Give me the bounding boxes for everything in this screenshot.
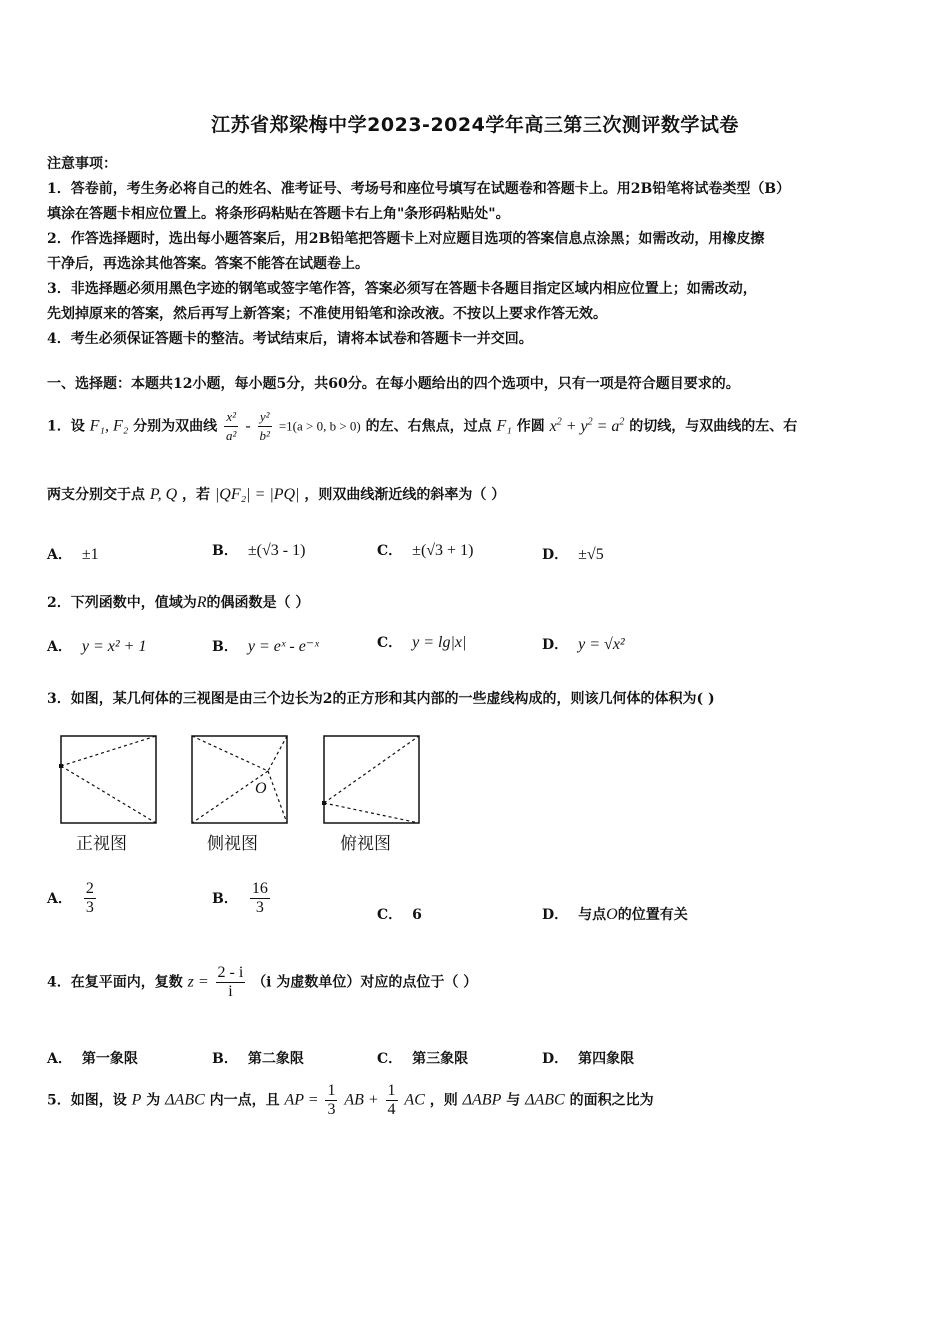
q4-option-b[interactable]	[212, 1048, 304, 1068]
q5-ap: AP =	[284, 1091, 319, 1109]
q1-option-c[interactable]	[377, 540, 473, 560]
q5-text: 与	[506, 1092, 521, 1109]
question-1-line-1: 1．设 F₁, F₂ 分别为双曲线 $\frac{\text{x²}}{\text{a²}}$ - $\frac{\text{y²}}{\text{b²}}$ =1(a > 0, b > 0) 的左、右焦点，过点 F₁ 作圆 $x^2 + y^2 = a^2$ 的切线，与双曲线的左、右	[47, 409, 798, 443]
fraction-numerator: 1	[387, 1082, 396, 1099]
three-views-figure	[58, 733, 438, 858]
fraction-numerator: 2 - i	[217, 964, 244, 981]
q1-text: 的切线，与双曲线的左、右	[629, 418, 798, 435]
q2-text: 的偶函数是（ ）	[206, 595, 310, 611]
top-view-point	[322, 801, 326, 805]
option-value: y = lg|x|	[412, 634, 467, 651]
option-value: ±(√3 - 1)	[247, 542, 306, 559]
circle-equation: $x^2 + y^2 = a^2$	[549, 416, 625, 435]
option-value: 第四象限	[578, 1051, 635, 1067]
top-view-square	[324, 736, 419, 823]
page-title: 江苏省郑梁梅中学2023-2024学年高三第三次测评数学试卷	[211, 114, 739, 136]
option-point: O	[606, 906, 618, 923]
q1-text: 两支分别交于点	[47, 487, 145, 503]
notes-line: 4．考生必须保证答题卡的整洁。考试结束后，请将本试卷和答题卡一并交回。	[47, 331, 533, 347]
q5-ab: AB +	[344, 1091, 379, 1109]
notes-heading: 注意事项：	[47, 156, 117, 172]
q4-option-c[interactable]	[377, 1048, 468, 1068]
q4-fraction	[216, 964, 246, 1001]
section-heading: 一、选择题：本题共12小题，每小题5分，共60分。在每小题给出的四个选项中，只有一项是符合题目要求的。	[47, 376, 740, 392]
fraction-numerator: 2	[85, 880, 94, 897]
option-label: A．	[47, 639, 72, 655]
fraction-numerator: 1	[327, 1082, 336, 1099]
option-label: B．	[212, 890, 238, 907]
option-label: A．	[47, 547, 72, 563]
q5-abp: ΔABP	[462, 1091, 502, 1109]
top-view-dash-1	[324, 736, 419, 803]
option-label: B．	[212, 1051, 238, 1067]
q1-f1: F₁	[496, 417, 512, 435]
option-label: C．	[377, 543, 403, 559]
q5-fraction-1	[325, 1082, 337, 1119]
option-label: A．	[47, 1051, 72, 1067]
q1-hyp-cond: =1(a > 0, b > 0)	[278, 418, 361, 434]
question-1-line-2	[47, 484, 505, 504]
option-label: A．	[47, 890, 72, 907]
option-label: C．	[377, 1051, 403, 1067]
q1-text: ，若	[182, 487, 211, 503]
side-view-dash-3	[192, 771, 268, 823]
option-label: C．	[377, 907, 403, 923]
option-value: ±(√3 + 1)	[412, 542, 474, 559]
option-value: ±√5	[578, 546, 604, 563]
q4-option-d[interactable]	[542, 1048, 634, 1068]
q5-abc: ΔABC	[525, 1091, 565, 1109]
side-view-square	[192, 736, 287, 823]
option-value: y = eˣ - e⁻ˣ	[247, 638, 319, 655]
q3-option-d[interactable]	[542, 904, 688, 924]
front-view-dash-2	[61, 766, 156, 823]
three-views-svg	[58, 733, 438, 828]
q5-text: ，则	[429, 1092, 458, 1109]
question-2-stem	[47, 592, 309, 612]
q4-text: （i 为虚数单位）对应的点位于（ ）	[252, 974, 478, 991]
notes-line: 2．作答选择题时，选出每小题答案后，用2B铅笔把答题卡上对应题目选项的答案信息点涂黑；如需改动，用橡皮擦	[47, 231, 765, 247]
option-value: 6	[412, 907, 422, 923]
q4-z: z =	[187, 973, 209, 991]
q3-option-c[interactable]	[377, 904, 422, 924]
q4-option-a[interactable]	[47, 1048, 138, 1068]
notes-line: 3．非选择题必须用黑色字迹的钢笔或签字笔作答，答案必须写在答题卡各题目指定区域内相应位置上；如需改动，	[47, 281, 757, 297]
q1-text: ，则双曲线渐近线的斜率为（ ）	[304, 487, 506, 503]
q5-p: P	[131, 1091, 142, 1109]
fraction-denominator: 3	[327, 1101, 336, 1118]
side-view-dash-4	[268, 771, 287, 823]
fraction-denominator: 3	[85, 899, 94, 916]
option-label: D．	[542, 1051, 569, 1067]
fraction-denominator: 4	[387, 1101, 396, 1118]
q1-cond: |QF₂| = |PQ|	[214, 486, 300, 503]
option-value: y = √x²	[578, 636, 625, 653]
front-view-point	[59, 764, 63, 768]
fraction-denominator: i	[228, 983, 233, 1000]
q1-text: 1．设	[47, 418, 85, 435]
front-view-dash-1	[61, 736, 156, 766]
q4-text: 4．在复平面内，复数	[47, 974, 183, 991]
hyperbola-x-term: $\frac{\text{x²}}{\text{a²}}$	[226, 409, 237, 443]
q2-option-a[interactable]	[47, 636, 146, 656]
q3-option-b[interactable]	[212, 880, 272, 917]
option-value: 第二象限	[247, 1051, 304, 1067]
option-fraction	[250, 880, 270, 917]
option-value: ±1	[81, 546, 99, 563]
side-view-dash-1	[192, 736, 268, 771]
question-4-stem	[47, 964, 477, 1001]
q1-text: 的左、右焦点，过点	[365, 418, 492, 435]
q2-option-d[interactable]	[542, 634, 625, 654]
q2-r: R	[196, 594, 207, 611]
front-view-square	[61, 736, 156, 823]
option-label: B．	[212, 639, 238, 655]
top-view-caption: 俯视图	[340, 834, 391, 854]
option-value: y = x² + 1	[81, 638, 147, 655]
q1-pq: P, Q	[149, 486, 178, 503]
fraction-denominator: 3	[255, 899, 264, 916]
hyperbola-y-term: $\frac{\text{y²}}{\text{b²}}$	[259, 409, 270, 443]
option-value: 第一象限	[81, 1051, 138, 1067]
q5-ac: AC	[404, 1091, 425, 1109]
notes-line: 先划掉原来的答案，然后再写上新答案；不准使用铅笔和涂改液。不按以上要求作答无效。	[47, 306, 607, 322]
point-o-label: O	[255, 780, 267, 797]
notes-block	[47, 152, 909, 352]
q2-option-c[interactable]	[377, 632, 466, 652]
option-label: B．	[212, 543, 238, 559]
fraction-numerator: 16	[251, 880, 268, 897]
option-label: C．	[377, 635, 403, 651]
front-view-caption: 正视图	[76, 834, 127, 854]
question-3-stem: 3．如图，某几何体的三视图是由三个边长为2的正方形和其内部的一些虚线构成的，则该几何体的体积为( )	[47, 691, 715, 707]
option-label: D．	[542, 547, 569, 563]
q2-text: 2．下列函数中，值域为	[47, 595, 197, 611]
q1-option-b[interactable]	[212, 540, 305, 560]
option-tail: 的位置有关	[617, 907, 688, 923]
notes-line: 干净后，再选涂其他答案。答案不能答在试题卷上。	[47, 256, 369, 272]
option-label: D．	[542, 637, 569, 653]
q5-fraction-2	[386, 1082, 398, 1119]
q1-text: 分别为双曲线	[133, 418, 218, 435]
question-5-stem	[47, 1082, 654, 1119]
side-view-dash-2	[268, 736, 287, 771]
option-label: D．	[542, 907, 569, 923]
q5-abc: ΔABC	[165, 1091, 205, 1109]
q1-option-d[interactable]	[542, 544, 604, 564]
q5-text: 的面积之比为	[569, 1092, 654, 1109]
option-value: 第三象限	[412, 1051, 469, 1067]
q5-text: 5．如图，设	[47, 1092, 127, 1109]
q3-option-a[interactable]	[47, 880, 98, 917]
top-view-dash-2	[324, 803, 419, 823]
q1-f1f2: F₁, F₂	[89, 417, 129, 435]
q5-text: 为	[146, 1092, 161, 1109]
side-view-caption: 侧视图	[207, 834, 258, 854]
option-value: 与点	[578, 907, 607, 923]
q1-option-a[interactable]	[47, 544, 99, 564]
option-fraction	[84, 880, 96, 917]
notes-line: 填涂在答题卡相应位置上。将条形码粘贴在答题卡右上角"条形码粘贴处"。	[47, 206, 510, 222]
notes-line: 1．答卷前，考生务必将自己的姓名、准考证号、考场号和座位号填写在试题卷和答题卡上。用2B铅笔将试卷类型（B）	[47, 181, 791, 197]
q5-text: 内一点，且	[209, 1092, 280, 1109]
q1-text: 作圆	[516, 418, 545, 435]
q2-option-b[interactable]	[212, 636, 319, 656]
